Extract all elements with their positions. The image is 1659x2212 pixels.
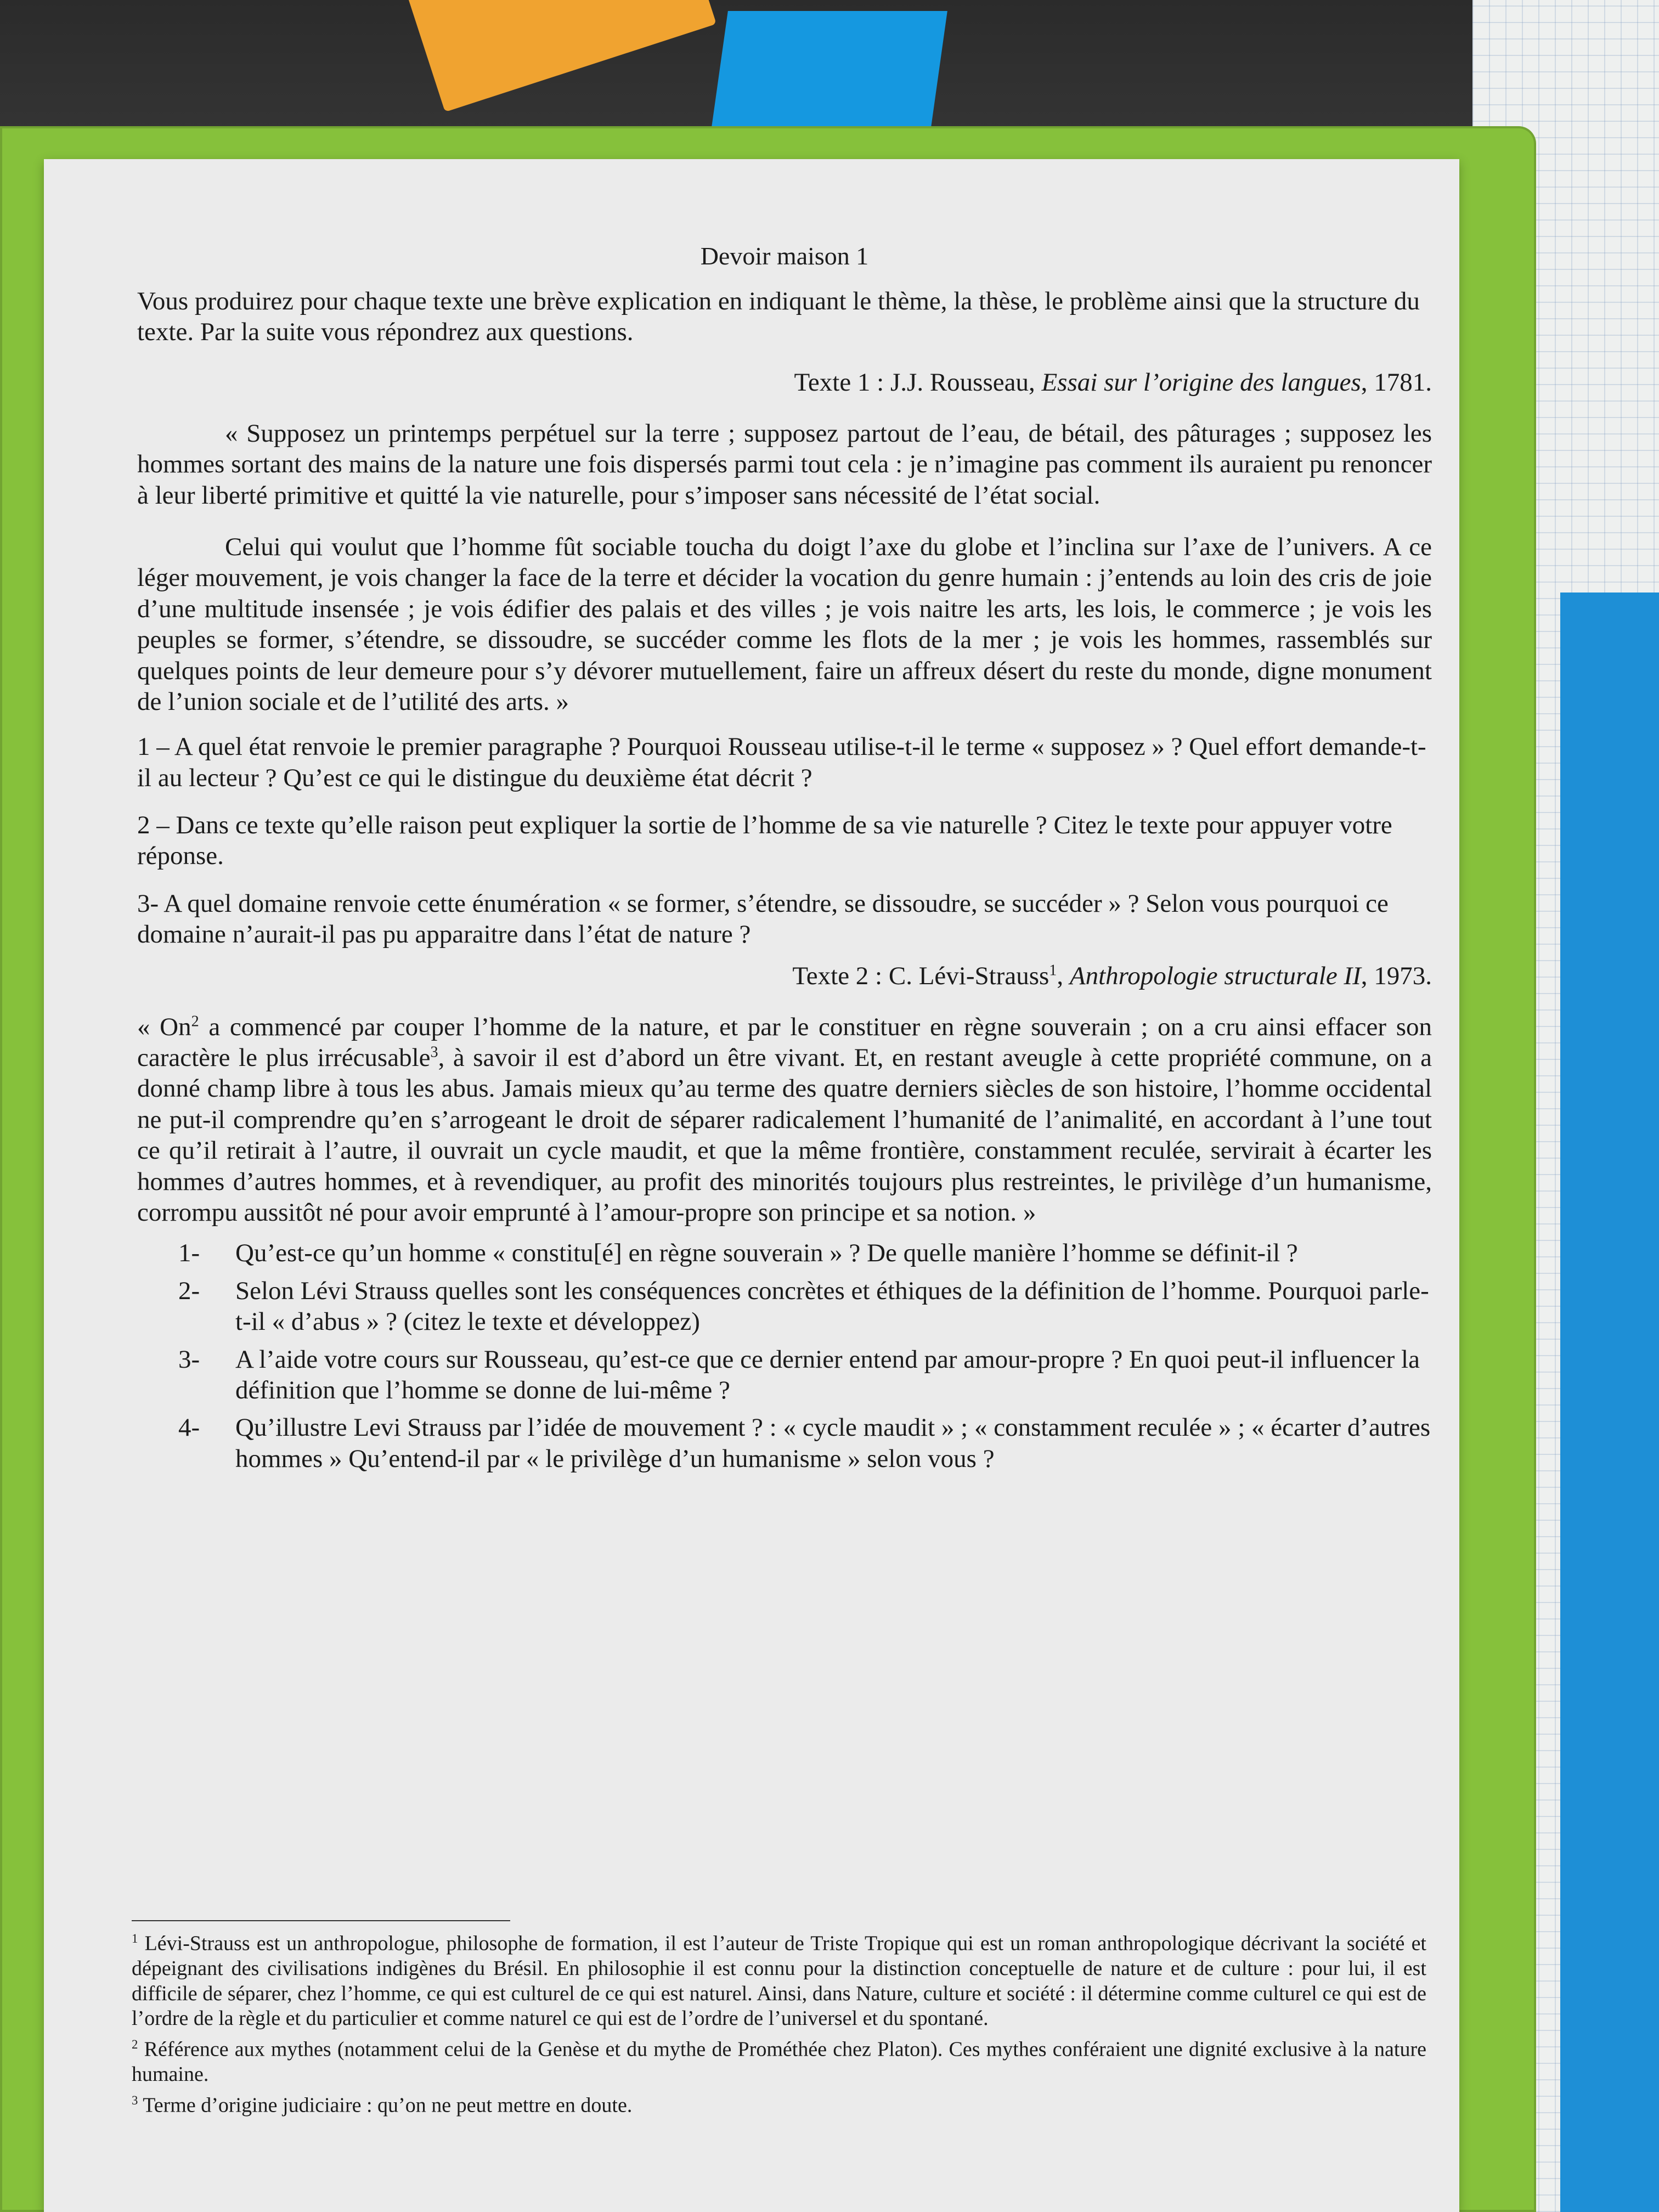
- text-1-reference-suffix: , 1781.: [1361, 368, 1432, 397]
- text-1-reference-prefix: Texte 1 : J.J. Rousseau,: [794, 368, 1042, 397]
- text-2-question-item-4: [178, 1412, 1432, 1474]
- text-2-question-item-3: [178, 1344, 1432, 1406]
- text-2-questions: [137, 1238, 1432, 1474]
- text-2-question-4-text: Qu’illustre Levi Strauss par l’idée de mouvement ? : « cycle maudit » ; « constamment reculée » ; « écarter d’autres hommes » Qu’entend-il par « le privilège d’un humanisme » selon vous ?: [235, 1413, 1431, 1473]
- text-2-quote-start: « On: [137, 1012, 191, 1041]
- text-2-reference-prefix: Texte 2 : C. Lévi-Strauss: [792, 961, 1049, 990]
- sheet-content: [137, 241, 1432, 1481]
- text-1-question-2: 2 – Dans ce texte qu’elle raison peut expliquer la sortie de l’homme de sa vie naturelle ? Citez le texte pour appuyer votre réponse.: [137, 811, 1392, 871]
- text-2-reference-comma: ,: [1057, 961, 1070, 990]
- text-2-paragraph: [137, 1012, 1432, 1228]
- background-blue-tab: [709, 11, 947, 143]
- text-1-paragraph-2: Celui qui voulut que l’homme fût sociable toucha du doigt l’axe du globe et l’inclina sur l’axe de l’univers. A ce léger mouvement, je vois changer la face de la terre et décider la vocation du genre humain : j’entends au loin des cris de joie d’une multitude insensée ; je vois édifier des palais et des villes ; je vois naitre les arts, les lois, le commerce ; je vois les peuples se former, s’étendre, se dissoudre, se succéder comme les flots de la mer ; je vois les hommes, rassemblés sur quelques points de leur demeure pour s’y dévorer mutuellement, faire un affreux désert du reste du monde, digne monument de l’union sociale et de l’utilité des arts. »: [137, 532, 1432, 716]
- text-1-reference: [137, 368, 1432, 397]
- text-2-question-3-text: A l’aide votre cours sur Rousseau, qu’est-ce que ce dernier entend par amour-propre ? En quoi peut-il influencer la définition que l’homme se donne de lui-même ?: [235, 1345, 1420, 1404]
- text-2-footnote-3: 3: [430, 1043, 438, 1061]
- text-2-footnote-2: 2: [191, 1012, 199, 1030]
- text-2-question-item-2: [178, 1276, 1432, 1338]
- footnote-2-marker: 2: [132, 2038, 138, 2052]
- footnote-3-marker: 3: [132, 2093, 138, 2107]
- footnote-2: [132, 2037, 1426, 2087]
- footnote-1-marker: 1: [132, 1932, 138, 1945]
- document-intro: Vous produirez pour chaque texte une brève explication en indiquant le thème, la thèse, le problème ainsi que la structure du texte. Par la suite vous répondrez aux questions.: [137, 287, 1420, 347]
- text-2-quote-rest: , à savoir il est d’abord un être vivant. Et, en restant aveugle à cette propriété commune, on a donné champ libre à tous les abus. Jamais mieux qu’au terme des quatre derniers siècles de son histoire, l’homme occidental ne put-il comprendre qu’en s’arrogeant le droit de séparer radicalement l’humanité de l’animalité, en accordant à l’une tout ce qu’il retirait à l’autre, il ouvrait un cycle maudit, et que la même frontière, constamment reculée, servirait à écarter les hommes d’autres hommes, et à revendiquer, au profit des minorités toujours plus restreintes, le privilège d’un humanisme, corrompu aussitôt né pour avoir emprunté à l’amour-propre son principe et sa notion. »: [137, 1043, 1432, 1227]
- text-2-reference: [137, 961, 1432, 991]
- text-2-question-2-text: Selon Lévi Strauss quelles sont les conséquences concrètes et éthiques de la définition de l’homme. Pourquoi parle-t-il « d’abus » ? (citez le texte et développez): [235, 1276, 1429, 1336]
- text-1-question-1: 1 – A quel état renvoie le premier paragraphe ? Pourquoi Rousseau utilise-t-il le terme « supposez » ? Quel effort demande-t-il au lecteur ? Qu’est ce qui le distingue du deuxième état décrit ?: [137, 732, 1426, 792]
- text-1-paragraph-1: « Supposez un printemps perpétuel sur la terre ; supposez partout de l’eau, de bétail, des pâturages ; supposez les hommes sortant des mains de la nature une fois dispersés parmi tout cela : je n’imagine pas comment ils auraient pu renoncer à leur liberté primitive et quitté la vie naturelle, pour s’imposer sans nécessité de l’état social.: [137, 419, 1432, 510]
- footnote-1: [132, 1931, 1426, 2032]
- text-1-reference-work: Essai sur l’origine des langues: [1041, 368, 1361, 397]
- footnote-1-text: Lévi-Strauss est un anthropologue, philosophe de formation, il est l’auteur de Triste Tropique qui est un roman anthropologique décrivant la société et dépeignant des civilisations indigènes du Brésil. En philosophie il est connu pour la distinction conceptuelle de nature et de culture : pour lui, il est difficile de séparer, chez l’homme, ce qui est culturel de ce qui est naturel. Ainsi, dans Nature, culture et société : il détermine comme culturel ce qui est de l’ordre de la règle et du particulier et comme naturel ce qui est de l’ordre de l’universel et du spontané.: [132, 1932, 1426, 2030]
- text-2-question-item-1: [178, 1238, 1432, 1268]
- footnote-divider: [132, 1920, 510, 1921]
- text-2-quote-middle-1: a commencé par couper l’homme de la nature, et par le constituer en règne souverain ; on a cru ainsi effacer son caractère le plus irrécusable: [137, 1012, 1432, 1073]
- text-2-question-1-text: Qu’est-ce qu’un homme « constitu[é] en règne souverain » ? De quelle manière l’homme se définit-il ?: [235, 1239, 1298, 1268]
- footnote-2-text: Référence aux mythes (notamment celui de la Genèse et du mythe de Prométhée chez Platon). Ces mythes conféraient une dignité exclusive à la nature humaine.: [132, 2038, 1426, 2086]
- text-2-reference-suffix: , 1973.: [1361, 961, 1432, 990]
- background-blue-folder: [1560, 592, 1659, 2212]
- homework-sheet: [44, 159, 1459, 2212]
- text-2-question-3-number: 3-: [178, 1345, 200, 1374]
- text-2-question-4-number: 4-: [178, 1413, 200, 1442]
- text-1-quote: [137, 418, 1432, 718]
- footnote-3: [132, 2093, 1426, 2118]
- document-title: Devoir maison 1: [700, 242, 869, 270]
- text-1-question-3: 3- A quel domaine renvoie cette énumération « se former, s’étendre, se dissoudre, se succéder » ? Selon vous pourquoi ce domaine n’aurait-il pas pu apparaitre dans l’état de nature ?: [137, 889, 1389, 949]
- text-2-quote: [137, 1012, 1432, 1228]
- footnotes: [132, 1920, 1426, 2124]
- footnote-3-text: Terme d’origine judiciaire : qu’on ne peut mettre en doute.: [138, 2094, 633, 2117]
- text-1-questions: [137, 731, 1432, 950]
- text-2-reference-footnote: 1: [1049, 961, 1057, 979]
- text-2-question-2-number: 2-: [178, 1276, 200, 1305]
- text-2-question-1-number: 1-: [178, 1239, 200, 1268]
- text-2-reference-work: Anthropologie structurale II: [1069, 961, 1361, 990]
